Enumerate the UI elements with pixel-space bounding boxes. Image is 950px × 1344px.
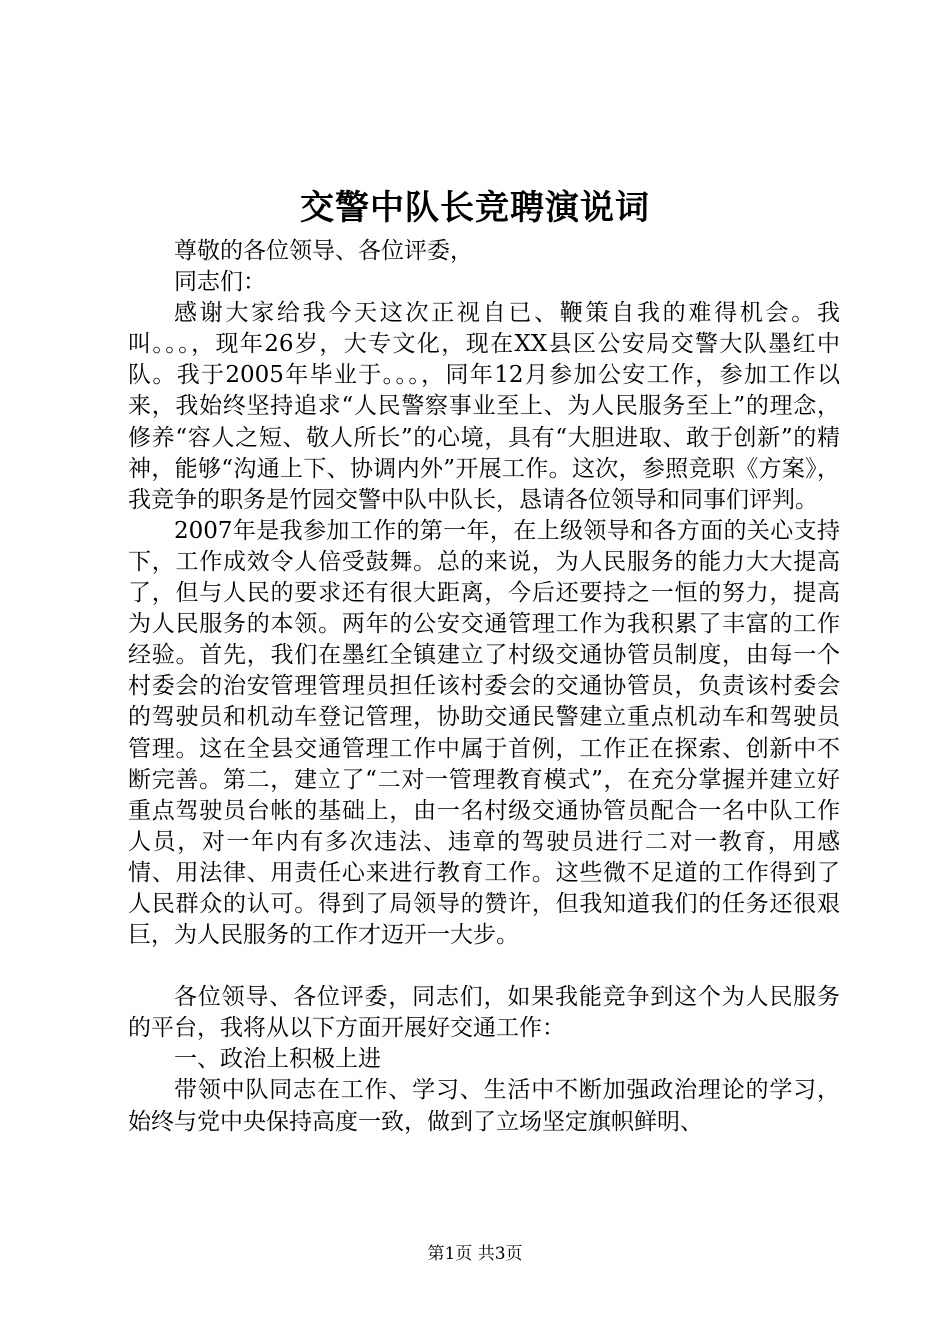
salutation-line: 同志们：: [174, 269, 266, 296]
body-paragraph: 感谢大家给我今天这次正视自已、鞭策自我的难得机会。我叫。。。，现年26岁，大专文化，现在XX县区公安局交警大队墨红中队。我于2005年毕业于。。。，同年12月参加公安工作，参加工作以来，我始终坚持追求“人民警察事业至上、为人民服务至上”的理念，修养“容人之短、敬人所长”的心境，具有“大胆进取、敢于创新”的精神，能够“沟通上下、协调内外”开展工作。这次，参照竞职《方案》，我竞争的职务是竹园交警中队中队长，恳请各位领导和同事们评判。: [128, 300, 840, 513]
body-paragraph: 各位领导、各位评委，同志们，如果我能竞争到这个为人民服务的平台，我将从以下方面开展好交通工作：: [128, 984, 840, 1042]
body-paragraph: 2007年是我参加工作的第一年，在上级领导和各方面的关心支持下，工作成效令人倍受鼓舞。总的来说，为人民服务的能力大大提高了，但与人民的要求还有很大距离，今后还要持之一恒的努力，提高为人民服务的本领。两年的公安交通管理工作为我积累了丰富的工作经验。首先，我们在墨红全镇建立了村级交通协管员制度，由每一个村委会的治安管理管理员担任该村委会的交通协管员，负责该村委会的驾驶员和机动车登记管理，协助交通民警建立重点机动车和驾驶员管理。这在全县交通管理工作中属于首例，工作正在探索、创新中不断完善。第二，建立了“二对一管理教育模式”，在充分掌握并建立好重点驾驶员台帐的基础上，由一名村级交通协管员配合一名中队工作人员，对一年内有多次违法、违章的驾驶员进行二对一教育，用感情、用法律、用责任心来进行教育工作。这些微不足道的工作得到了人民群众的认可。得到了局领导的赞许，但我知道我们的任务还很艰巨，为人民服务的工作才迈开一大步。: [128, 517, 840, 949]
section-heading: 一、政治上积极上进: [174, 1046, 381, 1073]
document-body: [128, 236, 840, 1138]
document-title: 交警中队长竞聘演说词: [300, 188, 650, 228]
page-number-footer: 第1页 共3页: [427, 1244, 523, 1264]
salutation-line: 尊敬的各位领导、各位评委，: [174, 238, 473, 264]
body-paragraph: 带领中队同志在工作、学习、生活中不断加强政治理论的学习，始终与党中央保持高度一致，做到了立场坚定旗帜鲜明、: [128, 1077, 840, 1135]
